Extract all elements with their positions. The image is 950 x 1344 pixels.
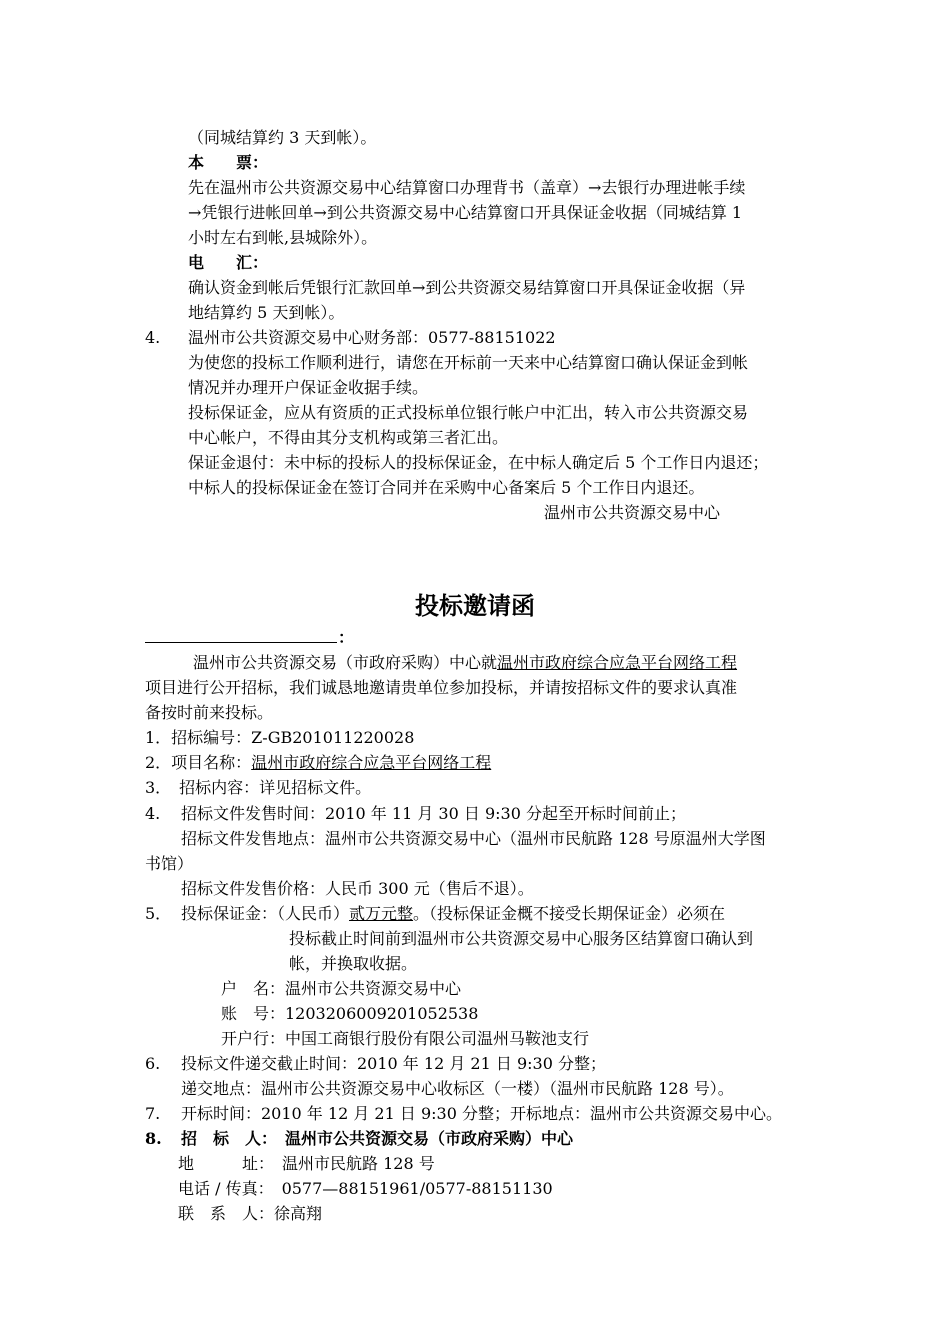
sale-price: 招标文件发售价格：人民币 300 元（售后不退）。: [181, 879, 534, 898]
project-name-line: [145, 752, 491, 774]
dianhui-label: 电 汇：: [188, 253, 269, 272]
item-number: 4.: [145, 804, 161, 823]
note-paragraph: 为使您的投标工作顺利进行，请您在开标前一天来中心结算窗口确认保证金到帐: [188, 353, 749, 372]
benpiao-text: 小时左右到帐,县城除外）。: [188, 228, 378, 247]
note-paragraph: 中心帐户，不得由其分支机构或第三者汇出。: [188, 428, 509, 447]
sale-time: 招标文件发售时间：2010 年 11 月 30 日 9:30 分起至开标时间前止；: [181, 804, 686, 823]
intro-text: 温州市公共资源交易（市政府采购）中心就: [193, 653, 498, 672]
account-number: 账 号：1203206009201052538: [221, 1004, 479, 1023]
submission-place: 递交地点：温州市公共资源交易中心收标区（一楼）（温州市民航路 128 号）。: [181, 1079, 734, 1098]
benpiao-text: 先在温州市公共资源交易中心结算窗口办理背书（盖章）→去银行办理进帐手续: [188, 178, 746, 197]
item-number: 8.: [145, 1129, 162, 1148]
bid-content: 3． 招标内容：详见招标文件。: [145, 778, 372, 797]
project-name-label: 2．项目名称：: [145, 753, 252, 772]
opening-time: 开标时间：2010 年 12 月 21 日 9:30 分整；开标地点：温州市公共资源交易中心。: [181, 1104, 782, 1123]
item-number: 5．: [145, 904, 172, 923]
city-settlement-note: （同城结算约 3 天到帐）。: [188, 128, 377, 147]
addressee-blank: [145, 642, 337, 643]
signature: 温州市公共资源交易中心: [544, 503, 721, 522]
deposit-line: [181, 903, 725, 925]
tel-fax: 电话 / 传真： 0577—88151961/0577-88151130: [178, 1179, 553, 1198]
item-number: 6.: [145, 1054, 161, 1073]
addressee-colon: ：: [338, 628, 355, 647]
deposit-amount: 贰万元整: [349, 904, 414, 923]
note-paragraph: 中标人的投标保证金在签订合同并在采购中心备案后 5 个工作日内退还。: [188, 478, 705, 497]
bid-number: 1．招标编号：Z-GB201011220028: [145, 728, 415, 747]
item4-number: 4.: [145, 328, 161, 347]
intro-line: [193, 652, 737, 674]
note-paragraph: 投标保证金，应从有资质的正式投标单位银行帐户中汇出，转入市公共资源交易: [188, 403, 749, 422]
address: 地 址： 温州市民航路 128 号: [178, 1154, 435, 1173]
deposit-currency: （人民币）: [277, 904, 350, 923]
account-bank: 开户行：中国工商银行股份有限公司温州马鞍池支行: [221, 1029, 590, 1048]
deposit-note: 投标截止时间前到温州市公共资源交易中心服务区结算窗口确认到: [289, 929, 754, 948]
item-number: 7.: [145, 1104, 161, 1123]
sale-place: 书馆）: [145, 854, 194, 873]
dianhui-text: 地结算约 5 天到帐）。: [188, 303, 345, 322]
deposit-note: 帐，并换取收据。: [289, 954, 418, 973]
account-name: 户 名：温州市公共资源交易中心: [221, 979, 462, 998]
dianhui-text: 确认资金到帐后凭银行汇款回单→到公共资源交易结算窗口开具保证金收据（异: [188, 278, 746, 297]
page-title: 投标邀请函: [415, 592, 535, 620]
intro-line: 备按时前来投标。: [145, 703, 274, 722]
benpiao-text: →凭银行进帐回单→到公共资源交易中心结算窗口开具保证金收据（同城结算 1: [188, 203, 743, 222]
submission-deadline: 投标文件递交截止时间：2010 年 12 月 21 日 9:30 分整；: [181, 1054, 606, 1073]
contact: 联 系 人：徐高翔: [178, 1204, 323, 1223]
sale-place: 招标文件发售地点：温州市公共资源交易中心（温州市民航路 128 号原温州大学图: [181, 829, 766, 848]
note-paragraph: 保证金退付：未中标的投标人的投标保证金，在中标人确定后 5 个工作日内退还；: [188, 453, 769, 472]
benpiao-label: 本 票：: [188, 153, 269, 172]
deposit-label: 投标保证金：: [181, 904, 278, 923]
finance-dept: 温州市公共资源交易中心财务部：0577-88151022: [188, 328, 556, 347]
note-paragraph: 情况并办理开户保证金收据手续。: [188, 378, 429, 397]
project-name: 温州市政府综合应急平台网络工程: [497, 653, 738, 672]
intro-line: 项目进行公开招标，我们诚恳地邀请贵单位参加投标，并请按招标文件的要求认真准: [145, 678, 738, 697]
deposit-note: 。（投标保证金概不接受长期保证金）必须在: [413, 904, 726, 923]
tenderer: 招 标 人： 温州市公共资源交易（市政府采购）中心: [181, 1129, 574, 1148]
project-name: 温州市政府综合应急平台网络工程: [251, 753, 492, 772]
